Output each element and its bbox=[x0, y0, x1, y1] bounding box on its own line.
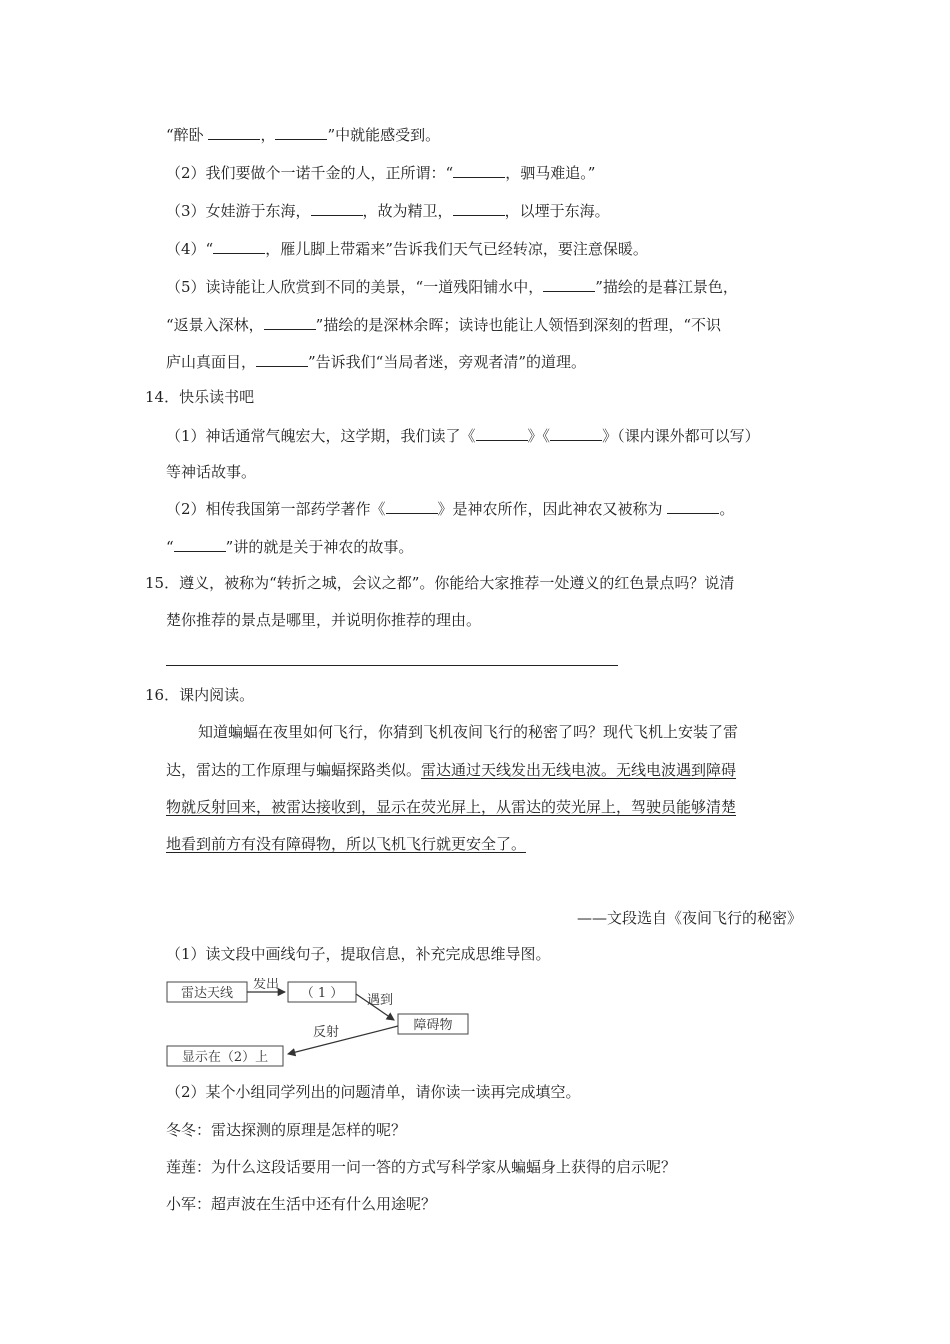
answer-blank[interactable] bbox=[386, 498, 438, 514]
node-blank-1-label: （ 1 ） bbox=[300, 986, 344, 1001]
edge-reflect-label: 反射 bbox=[312, 1025, 340, 1040]
q16-sub-2: （2）某个小组同学列出的问题清单，请你读一读再完成填空。 bbox=[166, 1083, 581, 1101]
passage-source: ——文段选自《夜间飞行的秘密》 bbox=[576, 909, 802, 927]
q16-title: 16．课内阅读。 bbox=[145, 686, 255, 704]
passage-line3: 物就反射回来，被雷达接收到，显示在荧光屏上，从雷达的荧光屏上，驾驶员能够清楚 bbox=[166, 798, 737, 816]
q14-item-2-line2: “ ”讲的就是关于神农的故事。 bbox=[166, 538, 414, 556]
q14-item-2-line1: （2）相传我国第一部药学著作《 》是神农所作，因此神农又被称为 。 bbox=[166, 500, 735, 518]
q13-item-5-line2: “返景入深林， ”描绘的是深林余晖；读诗也能让人领悟到深刻的哲理，“不识 bbox=[166, 316, 722, 334]
answer-blank[interactable] bbox=[453, 200, 505, 216]
q13-item-3: （3）女娃游于东海， ，故为精卫， ，以堙于东海。 bbox=[166, 202, 610, 220]
q14-item-1-line2: 等神话故事。 bbox=[166, 463, 257, 481]
dialog-xiaojun: 小军：超声波在生活中还有什么用途呢？ bbox=[166, 1195, 437, 1213]
node-radar-antenna-label: 雷达天线 bbox=[180, 986, 234, 1001]
q15-line1: 15．遵义，被称为“转折之城，会议之都”。你能给大家推荐一处遵义的红色景点吗？说清 bbox=[145, 574, 735, 592]
q16-sub-1: （1）读文段中画线句子，提取信息，补充完成思维导图。 bbox=[166, 945, 551, 963]
answer-blank[interactable] bbox=[275, 124, 327, 140]
answer-blank[interactable] bbox=[543, 276, 595, 292]
edge-reflect-arrow bbox=[288, 1026, 398, 1054]
dialog-dongdong: 冬冬：雷达探测的原理是怎样的呢？ bbox=[166, 1121, 407, 1139]
answer-blank[interactable] bbox=[311, 200, 363, 216]
q13-item-5-line3: 庐山真面目， ”告诉我们“当局者迷，旁观者清”的道理。 bbox=[166, 353, 587, 371]
answer-blank[interactable] bbox=[213, 238, 265, 254]
mind-map-diagram bbox=[166, 978, 476, 1070]
q13-line1: “醉卧 ， ”中就能感受到。 bbox=[166, 126, 441, 144]
passage-line1: 知道蝙蝠在夜里如何飞行，你猜到飞机夜间飞行的秘密了吗？现代飞机上安装了雷 bbox=[198, 723, 739, 741]
node-blank-2-label: 显示在（2）上 bbox=[181, 1050, 269, 1065]
q15-line2: 楚你推荐的景点是哪里，并说明你推荐的理由。 bbox=[166, 611, 482, 629]
q15-answer-line[interactable] bbox=[166, 665, 618, 666]
answer-blank[interactable] bbox=[667, 498, 719, 514]
answer-blank[interactable] bbox=[256, 351, 308, 367]
answer-blank[interactable] bbox=[476, 425, 528, 441]
dialog-lianlian: 莲莲：为什么这段话要用一问一答的方式写科学家从蝙蝠身上获得的启示呢？ bbox=[166, 1158, 677, 1176]
answer-blank[interactable] bbox=[453, 162, 505, 178]
q13-item-2: （2）我们要做个一诺千金的人，正所谓：“ ，驷马难追。” bbox=[166, 164, 596, 182]
q14-title: 14．快乐读书吧 bbox=[145, 388, 255, 406]
answer-blank[interactable] bbox=[550, 425, 602, 441]
q13-item-4: （4）“ ，雁儿脚上带霜来”告诉我们天气已经转凉，要注意保暖。 bbox=[166, 240, 648, 258]
edge-emit-label: 发出 bbox=[252, 978, 280, 992]
answer-blank[interactable] bbox=[208, 124, 260, 140]
answer-blank[interactable] bbox=[264, 314, 316, 330]
q13-item-5-line1: （5）读诗能让人欣赏到不同的美景，“一道残阳铺水中， ”描绘的是暮江景色， bbox=[166, 278, 738, 296]
node-obstacle-label: 障碍物 bbox=[413, 1018, 453, 1033]
q14-item-1-line1: （1）神话通常气魄宏大，这学期，我们读了《 》《 》（课内课外都可以写） bbox=[166, 427, 760, 445]
passage-line4: 地看到前方有没有障碍物，所以飞机飞行就更安全了。 bbox=[166, 835, 527, 853]
answer-blank[interactable] bbox=[174, 536, 226, 552]
edge-meet-label: 遇到 bbox=[366, 993, 394, 1008]
underlined-sentence: 雷达通过天线发出无线电波。无线电波遇到障碍 bbox=[421, 761, 737, 779]
passage-line2: 达，雷达的工作原理与蝙蝠探路类似。雷达通过天线发出无线电波。无线电波遇到障碍 bbox=[166, 761, 737, 779]
